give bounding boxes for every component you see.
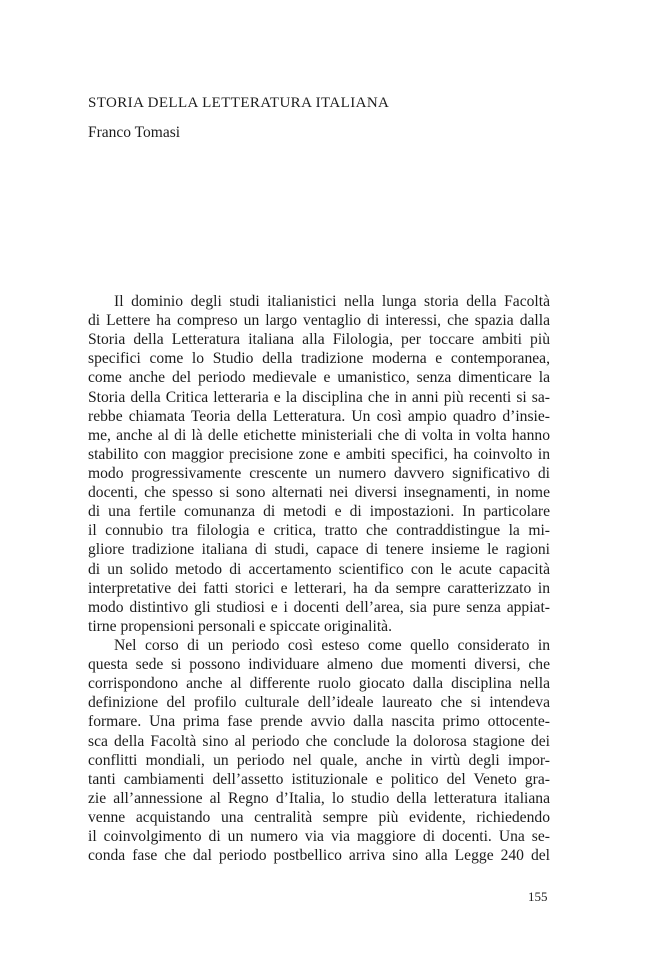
text-line: di Lettere ha compreso un largo ventaglio di interessi, che spazia dalla	[88, 312, 550, 330]
text-line: tirne propensioni personali e spiccate originalità.	[88, 617, 392, 635]
text-line: Il dominio degli studi italianistici nella lunga storia della Facoltà	[114, 293, 550, 310]
text-line: Storia della Critica letteraria e la disciplina che in anni più recenti si sa-	[88, 388, 550, 406]
text-line: definizione del profilo culturale dell’ideale laureato che si intendeva	[88, 694, 550, 712]
text-line: questa sede si possono individuare almeno due momenti diversi, che	[88, 656, 550, 674]
text-line: di un solido metodo di accertamento scientifico con le acute capacità	[88, 560, 550, 578]
text-line: rebbe chiamata Teoria della Letteratura. Un così ampio quadro d’insie-	[88, 407, 550, 425]
text-line: di una fertile comunanza di metodi e di impostazioni. In particolare	[88, 503, 550, 521]
body-text	[88, 292, 550, 865]
text-line: stabilito con maggior precisione zone e ambiti specifici, ha coinvolto in	[88, 445, 550, 463]
text-line: modo progressivamente crescente un numero davvero significativo di	[88, 464, 550, 482]
text-line: come anche del periodo medievale e umanistico, senza dimenticare la	[88, 369, 550, 387]
text-line: interpretative dei fatti storici e letterari, ha da sempre caratterizzato in	[88, 579, 550, 597]
text-line: venne acquistando una centralità sempre più evidente, richiedendo	[88, 808, 550, 826]
text-line: conda fase che dal periodo postbellico arriva sino alla Legge 240 del	[88, 847, 550, 865]
text-line: docenti, che spesso si sono alternati nei diversi insegnamenti, in nome	[88, 484, 550, 502]
text-line: gliore tradizione italiana di studi, capace di tenere insieme le ragioni	[88, 541, 550, 559]
text-line: tanti cambiamenti dell’assetto istituzionale e politico del Veneto gra-	[88, 770, 550, 788]
page-title: STORIA DELLA LETTERATURA ITALIANA	[88, 95, 390, 111]
text-line: zie all’annessione al Regno d’Italia, lo studio della letteratura italiana	[88, 789, 550, 807]
page-number: 155	[528, 889, 548, 904]
text-line: formare. Una prima fase prende avvio dalla nascita primo ottocente-	[88, 713, 550, 731]
text-line: modo distintivo gli studiosi e i docenti dell’area, sia pure senza appiat-	[88, 598, 550, 616]
text-line: sca della Facoltà sino al periodo che conclude la dolorosa stagione dei	[88, 732, 550, 750]
author-name: Franco Tomasi	[88, 124, 181, 141]
text-line: conflitti mondiali, un periodo nel quale, anche in virtù degli impor-	[88, 751, 550, 769]
text-line: corrispondono anche al differente ruolo giocato dalla disciplina nella	[88, 675, 550, 693]
text-line: me, anche al di là delle etichette ministeriali che di volta in volta hanno	[88, 426, 550, 444]
text-line: il connubio tra filologia e critica, tratto che contraddistingue la mi-	[88, 522, 550, 540]
text-line: il coinvolgimento di un numero via via maggiore di docenti. Una se-	[88, 828, 550, 846]
text-line: Nel corso di un periodo così esteso come quello considerato in	[114, 636, 550, 654]
text-line: Storia della Letteratura italiana alla Filologia, per toccare ambiti più	[88, 331, 550, 349]
text-line: specifici come lo Studio della tradizione moderna e contemporanea,	[88, 350, 550, 368]
